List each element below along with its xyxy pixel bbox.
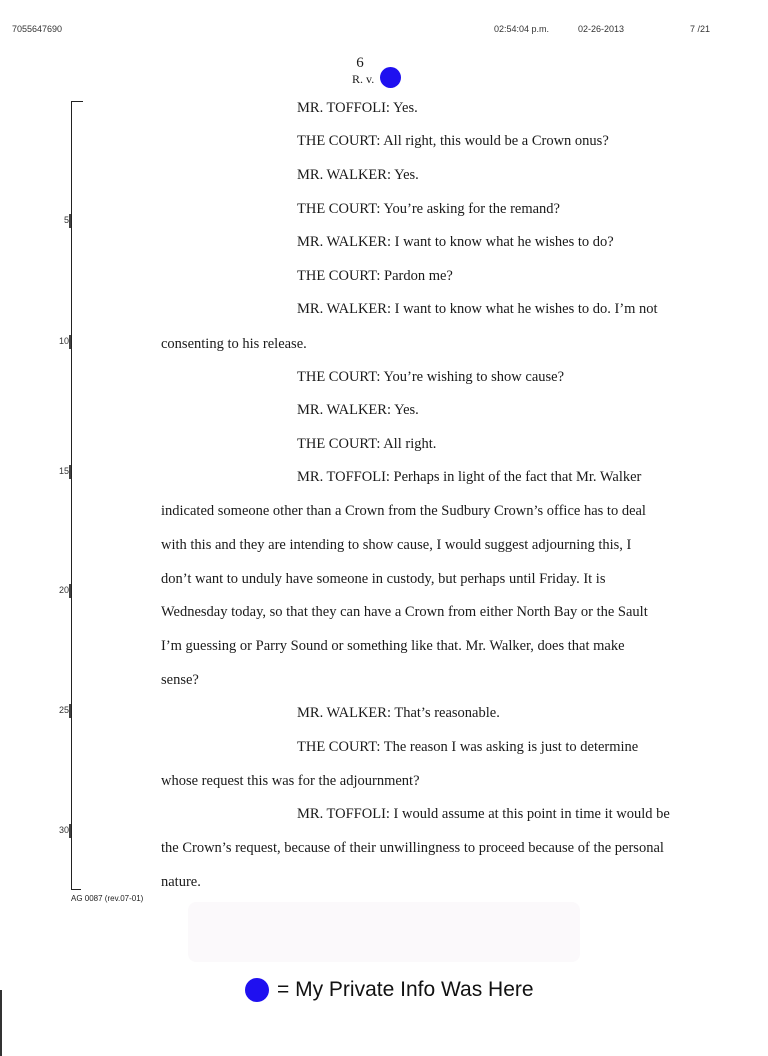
transcript-line: the Crown’s request, because of their unwillingness to proceed because of the personal: [161, 840, 664, 856]
margin-bracket: [71, 101, 72, 890]
line-number-10: 10: [58, 336, 69, 346]
line-number-15: 15: [58, 466, 69, 476]
legend-text: = My Private Info Was Here: [277, 978, 534, 1001]
fax-page: 7 /21: [690, 24, 711, 34]
transcript-line: MR. TOFFOLI: Yes.: [297, 100, 418, 116]
transcript-line: sense?: [161, 672, 199, 688]
transcript-line: MR. TOFFOLI: I would assume at this point in time it would be: [297, 806, 670, 822]
legend-marker: [245, 978, 269, 1002]
line-number-5: 5: [63, 215, 69, 225]
transcript-line: THE COURT: All right.: [297, 436, 437, 452]
fax-time: 02:54:04 p.m.: [494, 24, 550, 34]
line-marker: [69, 824, 71, 838]
transcript-line: MR. TOFFOLI: Perhaps in light of the fact that Mr. Walker: [297, 469, 642, 485]
line-marker: [69, 704, 71, 718]
scan-smudge: [188, 902, 580, 962]
transcript-line: THE COURT: All right, this would be a Crown onus?: [297, 133, 609, 149]
transcript-line: Wednesday today, so that they can have a Crown from either North Bay or the Sault: [161, 604, 648, 620]
line-number-20: 20: [58, 585, 69, 595]
line-number-30: 30: [58, 825, 69, 835]
case-caption: R. v.: [352, 72, 375, 86]
transcript-line: don’t want to unduly have someone in custody, but perhaps until Friday. It is: [161, 571, 606, 587]
scan-edge: [0, 990, 2, 1056]
margin-bracket-top: [71, 101, 83, 102]
transcript-line: MR. WALKER: That’s reasonable.: [297, 705, 500, 721]
transcript-line: MR. WALKER: Yes.: [297, 167, 419, 183]
line-number-25: 25: [58, 705, 69, 715]
redaction-dot: [380, 67, 401, 88]
form-number: AG 0087 (rev.07-01): [71, 894, 144, 903]
margin-bracket-bottom: [71, 889, 81, 890]
transcript-line: I’m guessing or Parry Sound or something like that. Mr. Walker, does that make: [161, 638, 625, 654]
transcript-line: consenting to his release.: [161, 336, 307, 352]
transcript-line: THE COURT: You’re wishing to show cause?: [297, 369, 565, 385]
transcript-line: THE COURT: Pardon me?: [297, 268, 453, 284]
line-marker: [69, 335, 71, 349]
transcript-line: with this and they are intending to show cause, I would suggest adjourning this, I: [161, 537, 632, 553]
transcript-line: MR. WALKER: Yes.: [297, 402, 419, 418]
transcript-line: THE COURT: The reason I was asking is just to determine: [297, 739, 639, 755]
line-marker: [69, 584, 71, 598]
transcript-line: MR. WALKER: I want to know what he wishes to do. I’m not: [297, 301, 658, 317]
redaction-legend: [245, 978, 534, 1002]
transcript-line: THE COURT: You’re asking for the remand?: [297, 201, 560, 217]
line-marker: [69, 214, 71, 228]
line-marker: [69, 465, 71, 479]
page-number: 6: [356, 55, 364, 71]
transcript-line: nature.: [161, 874, 201, 890]
fax-number: 7055647690: [12, 24, 63, 34]
fax-date: 02-26-2013: [578, 24, 625, 34]
transcript-line: indicated someone other than a Crown from the Sudbury Crown’s office has to deal: [161, 503, 646, 519]
transcript-line: MR. WALKER: I want to know what he wishes to do?: [297, 234, 614, 250]
transcript-line: whose request this was for the adjournment?: [161, 773, 420, 789]
